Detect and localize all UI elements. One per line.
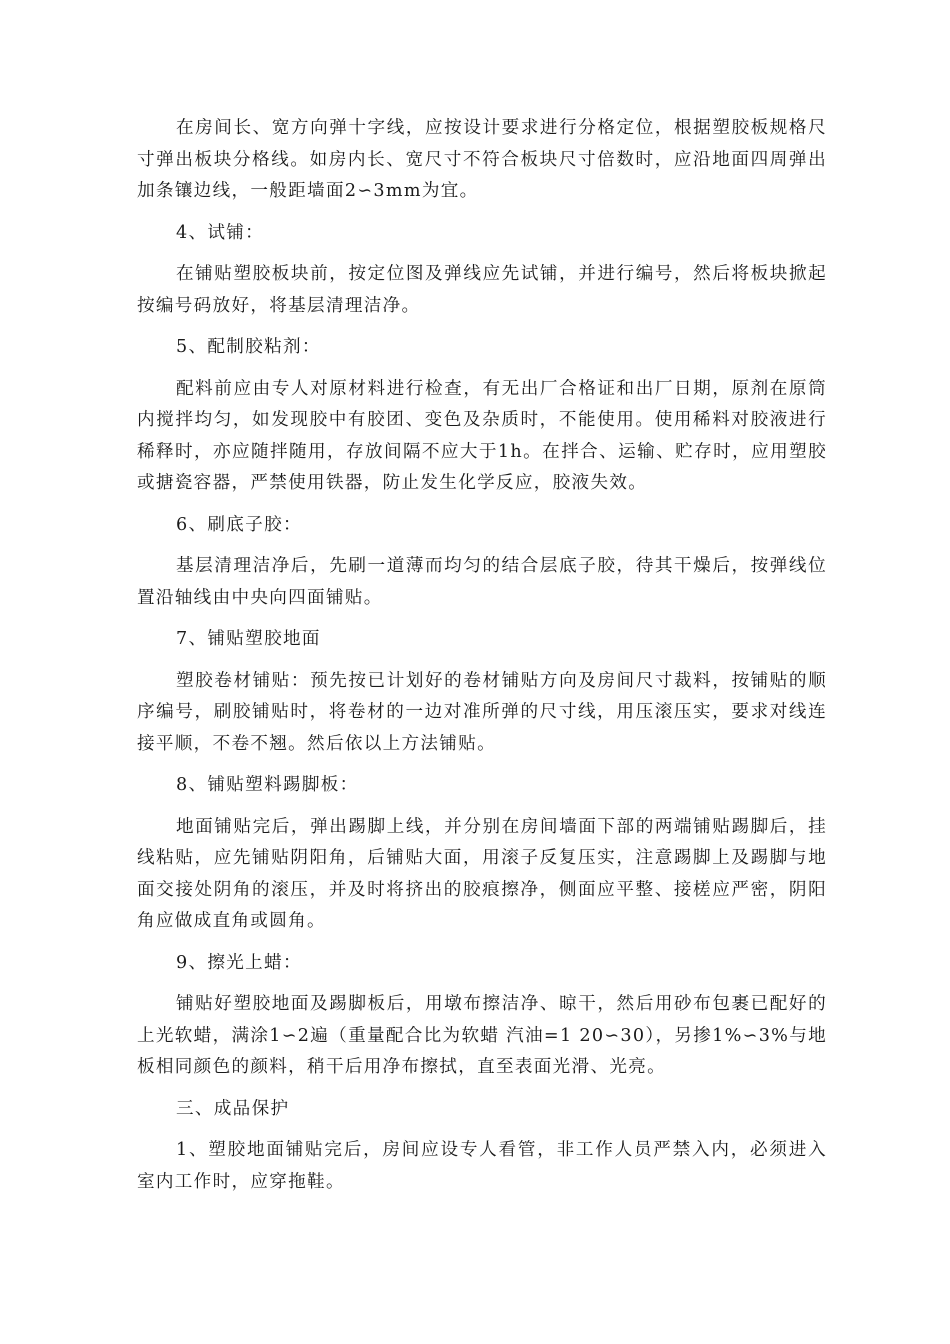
heading-trial-laying: 4、试铺：	[176, 222, 265, 243]
paragraph-layout-lines: 在房间长、宽方向弹十字线，应按设计要求进行分格定位，根据塑胶板规格尺寸弹出板块分格线。如房内长、宽尺寸不符合板块尺寸倍数时，应沿地面四周弹出加条镶边线，一般距墙面2∽3mm为宜。	[137, 118, 827, 201]
paragraph-waxing: 铺贴好塑胶地面及踢脚板后，用墩布擦洁净、晾干，然后用砂布包裹已配好的上光软蜡，满涂1∽2遍（重量配合比为软蜡 汽油=1 20∽30），另掺1%∽3%与地板相同颜色的颜料，稍干后用净布擦拭，直至表面光滑、光亮。	[137, 994, 827, 1077]
heading-waxing: 9、擦光上蜡：	[176, 952, 302, 973]
heading-primer: 6、刷底子胶：	[176, 514, 302, 535]
paragraph-protection-1: 1、塑胶地面铺贴完后，房间应设专人看管，非工作人员严禁入内，必须进入室内工作时，应穿拖鞋。	[137, 1140, 827, 1192]
heading-skirting: 8、铺贴塑料踢脚板：	[176, 775, 359, 795]
document-body	[137, 113, 827, 1198]
heading-adhesive: 5、配制胶粘剂：	[176, 337, 321, 357]
heading-floor-laying: 7、铺贴塑胶地面	[176, 629, 321, 649]
paragraph-adhesive: 配料前应由专人对原材料进行检查，有无出厂合格证和出厂日期，原剂在原筒内搅拌均匀，如发现胶中有胶团、变色及杂质时，不能使用。使用稀料对胶液进行稀释时，亦应随拌随用，存放间隔不应大于1h。在拌合、运输、贮存时，应用塑胶或搪瓷容器，严禁使用铁器，防止发生化学反应，胶液失效。	[137, 378, 827, 493]
paragraph-primer: 基层清理洁净后，先刷一道薄而均匀的结合层底子胶，待其干燥后，按弹线位置沿轴线由中央向四面铺贴。	[137, 556, 827, 608]
paragraph-floor-laying: 塑胶卷材铺贴：预先按已计划好的卷材铺贴方向及房间尺寸裁料，按铺贴的顺序编号，刷胶铺贴时，将卷材的一边对准所弹的尺寸线，用压滚压实，要求对线连接平顺，不卷不翘。然后依以上方法铺贴。	[137, 670, 827, 754]
paragraph-trial-laying: 在铺贴塑胶板块前，按定位图及弹线应先试铺，并进行编号，然后将板块掀起按编号码放好，将基层清理洁净。	[137, 264, 827, 316]
heading-product-protection: 三、成品保护	[176, 1098, 290, 1119]
paragraph-skirting: 地面铺贴完后，弹出踢脚上线，并分别在房间墙面下部的两端铺贴踢脚后，挂线粘贴，应先铺贴阴阳角，后铺贴大面，用滚子反复压实，注意踢脚上及踢脚与地面交接处阴角的滚压，并及时将挤出的胶痕擦净，侧面应平整、接槎应严密，阴阳角应做成直角或圆角。	[137, 816, 827, 931]
